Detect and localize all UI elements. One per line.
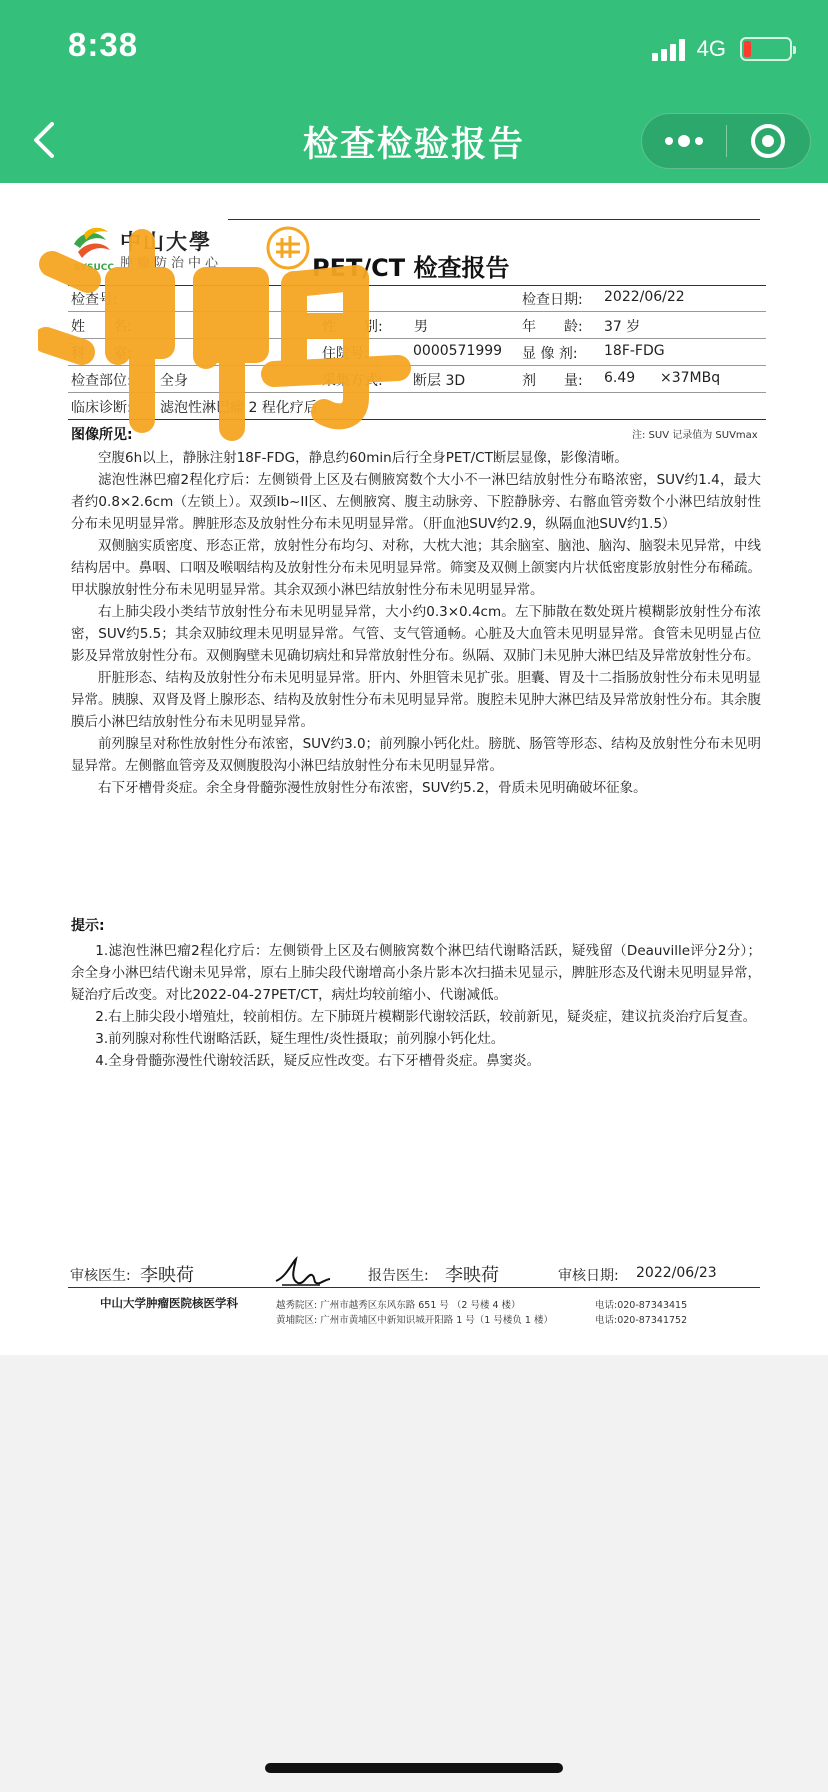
tip-item: 2.右上肺尖段小增殖灶，较前相仿。左下肺斑片模糊影代谢较活跃，较前新见，疑炎症，建议抗炎治疗后复查。 xyxy=(95,1009,757,1025)
watermark-sticker xyxy=(38,222,418,452)
site-label: 检查部位: xyxy=(71,373,132,389)
more-dot-icon xyxy=(695,137,703,145)
sex-label: 性 别: xyxy=(322,319,383,335)
findings-paragraph: 肝脏形态、结构及放射性分布未见明显异常。肝内、外胆管未见扩张。胆囊、胃及十二指肠放射性分布未见明显异常。胰腺、双肾及肾上腺形态、结构及放射性分布未见明显异常。腹腔未见肿大淋巴结及异常放射性分布。其余腹膜后小淋巴结放射性分布未见明显异常。 xyxy=(71,670,761,730)
status-time: 8:38 xyxy=(68,26,139,63)
footer-phone-2: 电话:020-87341752 xyxy=(595,1315,688,1326)
fist-icon xyxy=(268,228,308,268)
network-type: 4G xyxy=(696,36,726,61)
agent: 18F-FDG xyxy=(604,343,665,359)
divider xyxy=(68,1287,760,1288)
tips-text xyxy=(71,940,761,1072)
findings-heading: 图像所见: xyxy=(71,427,133,443)
home-indicator[interactable] xyxy=(265,1763,563,1773)
reviewer-label: 审核医生: xyxy=(70,1268,131,1284)
divider xyxy=(228,219,760,220)
report-title: PET/CT 检查报告 xyxy=(312,254,510,282)
name-label: 姓 名: xyxy=(71,319,132,335)
findings-paragraph: 空腹6h以上，静脉注射18F-FDG，静息约60min后行全身PET/CT断层显像，影像清晰。 xyxy=(98,450,628,466)
mode-label: 采集方式: xyxy=(322,373,383,389)
review-date-label: 审核日期: xyxy=(558,1268,619,1284)
hospital-subname: 肿瘤防治中心 xyxy=(120,256,223,271)
reporter-name: 李映荷 xyxy=(445,1265,499,1286)
dose-unit: ×37MBq xyxy=(660,370,721,386)
handwritten-signature-icon xyxy=(272,1255,332,1291)
more-dot-icon xyxy=(678,135,690,147)
hospital-name: 中山大學 xyxy=(120,230,212,254)
reporter-label: 报告医生: xyxy=(368,1268,429,1284)
tip-item: 4.全身骨髓弥漫性代谢较活跃，疑反应性改变。右下牙槽骨炎症。鼻窦炎。 xyxy=(95,1053,541,1069)
check-date-label: 检查日期: xyxy=(522,292,583,308)
site: 全身 xyxy=(160,373,188,389)
mini-program-capsule xyxy=(641,113,811,169)
age-label: 年 龄: xyxy=(522,319,583,335)
suv-note: 注: SUV 记录值为 SUVmax xyxy=(632,430,758,441)
findings-paragraph: 右上肺尖段小类结节放射性分布未见明显异常，大小约0.3×0.4cm。左下肺散在数处斑片模糊影放射性分布浓密，SUV约5.5；其余双肺纹理未见明显异常。气管、支气管通畅。心脏及大血管未见明显异常。食管未见明显占位影及异常放射性分布。双侧胸壁未见确切病灶和异常放射性分布。纵隔、双肺门未见肿大淋巴结及异常放射性分布。 xyxy=(71,604,761,664)
app-header xyxy=(0,0,828,183)
footer-phone-1: 电话:020-87343415 xyxy=(595,1300,688,1311)
tip-item: 1.滤泡性淋巴瘤2程化疗后：左侧锁骨上区及右侧腋窝数个淋巴结代谢略活跃，疑残留（Deauville评分2分）；余全身小淋巴结代谢未见异常，原右上肺尖段代谢增高小条片影本次扫描未见显示，脾脏形态及代谢未见明显异常，疑治疗后改变。对比2022-04-27PET/CT，病灶均较前缩小、代谢减低。 xyxy=(71,943,761,1003)
id-label: 住院号: xyxy=(322,346,369,362)
diagnosis: 滤泡性淋巴瘤 2 程化疗后 xyxy=(160,400,318,416)
tips-heading: 提示: xyxy=(71,918,105,934)
check-no-label: 检查号: xyxy=(71,292,118,308)
sex: 男 xyxy=(414,319,428,335)
findings-paragraph: 滤泡性淋巴瘤2程化疗后：左侧锁骨上区及右侧腋窝数个大小不一淋巴结放射性分布略浓密，SUV约1.4，最大者约0.8×2.6cm（左锁上）。双颈Ib~II区、左侧腋窝、腹主动脉旁、下腔静脉旁、右髂血管旁数个小淋巴结放射性分布未见明显异常。脾脏形态及放射性分布未见明显异常。（肝血池SUV约2.9，纵隔血池SUV约1.5） xyxy=(71,472,761,532)
more-dot-icon xyxy=(665,137,673,145)
dose: 6.49 xyxy=(604,370,636,386)
footer-address-2: 黄埔院区: 广州市黄埔区中新知识城开阳路 1 号（1 号楼负 1 楼） xyxy=(276,1315,553,1326)
mode: 断层 3D xyxy=(413,373,466,389)
review-date: 2022/06/23 xyxy=(636,1265,717,1281)
patient-id: 0000571999 xyxy=(413,343,503,359)
tip-item: 3.前列腺对称性代谢略活跃，疑生理性/炎性摄取；前列腺小钙化灶。 xyxy=(95,1031,505,1047)
reviewer-name: 李映荷 xyxy=(140,1265,194,1286)
close-icon xyxy=(751,124,785,158)
findings-paragraph: 右下牙槽骨炎症。余全身骨髓弥漫性放射性分布浓密，SUV约5.2，骨质未见明确破坏征象。 xyxy=(98,780,647,796)
logo-badge: SYSUCC xyxy=(74,263,114,273)
findings-paragraph: 双侧脑实质密度、形态正常，放射性分布均匀、对称，大枕大池；其余脑室、脑池、脑沟、脑裂未见异常，中线结构居中。鼻咽、口咽及喉咽结构及放射性分布未见明显异常。筛窦及双侧上颌窦内片状低密度影放射性分布稀疏。甲状腺放射性分布未见明显异常。其余双颈小淋巴结放射性分布未见明显异常。 xyxy=(71,538,761,598)
close-button[interactable] xyxy=(727,113,811,169)
diag-label: 临床诊断: xyxy=(71,400,132,416)
agent-label: 显 像 剂: xyxy=(522,346,578,362)
dose-label: 剂 量: xyxy=(522,373,583,389)
findings-paragraph: 前列腺呈对称性放射性分布浓密，SUV约3.0；前列腺小钙化灶。膀胱、肠管等形态、结构及放射性分布未见明显异常。左侧髂血管旁及双侧腹股沟小淋巴结放射性分布未见明显异常。 xyxy=(71,736,761,774)
signal-icon xyxy=(652,37,685,61)
status-indicators xyxy=(652,36,792,62)
page-title: 检查检验报告 xyxy=(302,125,525,165)
footer-address-1: 越秀院区: 广州市越秀区东风东路 651 号 （2 号楼 4 楼） xyxy=(276,1300,521,1311)
check-date: 2022/06/22 xyxy=(604,289,685,305)
age: 37 岁 xyxy=(604,319,641,335)
dept-label: 科 室: xyxy=(71,346,132,362)
more-button[interactable] xyxy=(642,113,726,169)
battery-icon xyxy=(740,37,792,61)
findings-text xyxy=(71,447,761,799)
footer-org: 中山大学肿瘤医院核医学科 xyxy=(100,1296,238,1310)
